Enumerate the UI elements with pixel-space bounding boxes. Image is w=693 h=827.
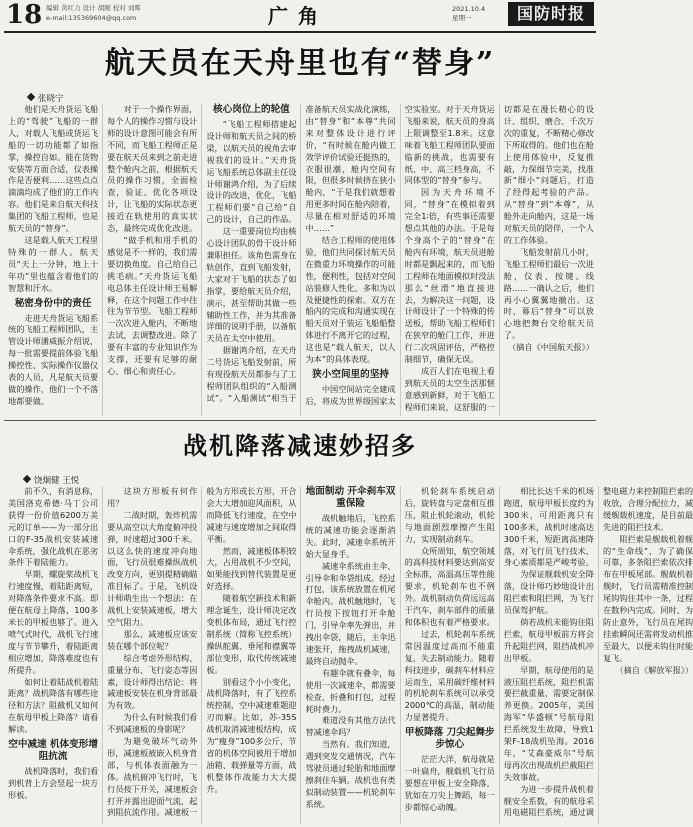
body-paragraph: 阻拦索是舰载机着舰的“生命线”，为了确保可靠，多条阻拦索依次排布在甲板尾部。舰载机着舰时，飞行员需精准控制尾钩钩住其中一条，过程在数秒内完成。同时，为防止意外，飞行员在尾钩挂索瞬间还需将发动机推至最大，以便未钩住时能复飞。 (602, 533, 693, 663)
article2-byline (24, 474, 79, 486)
header-rule (4, 31, 596, 33)
body-paragraph: 二战时期，轰炸机需要从高空以大角度俯冲投弹，时速超过300千米。以这么快的速度冲向地面，飞行员很难操纵战机改变方向，更别提精确瞄准目标了。于是，飞机设计师萌生出一个想法：在战机上安装减速板，增大空气阻力。 (107, 509, 198, 627)
body-paragraph: 为什么有时候我们看不到减速板的身影呢？ (107, 712, 198, 735)
body-paragraph: 这一重要岗位均由核心设计团队的骨干设计师兼职担任。该角色需身在轨创作，直到飞船发射，大家对于飞船的状态了如指掌，要给航天员介绍，演示，甚至帮助其做一些辅助性工作，并为其准备详细的说明手册，以备航天员在太空中使用。 (206, 226, 297, 344)
body-paragraph: 对于一个操作界面，每个人的操作习惯与设计师的设计意图可能会有所不同，而飞船工程师正是要在航天员来到之前走进整个舱内之前，根据航天员的操作习惯，全面检查，验证、优化各项设计，让飞船的实际状态更接近在轨使用的真实状态，最终完成优化改进。 (107, 104, 198, 234)
body-paragraph: 机轮刹车系统启动后，旋转盘与定盘相互推压，阻止机轮滚动，机轮与地面剧烈摩擦产生阻力，实现制动刹车。 (404, 486, 495, 544)
body-paragraph: “做手机和用手机的感觉是不一样的，我们需要切换角度。自己给自己挑毛病。”天舟货运飞船电总体主任设计师王易解释，在这个问题工作中往往为节节型。飞船工程师一次次进入舱内，不断地去试，去调整改进。除了要有丰富的专业知识作为支撑，还要有足够的耐心、细心和责任心。 (107, 234, 198, 376)
page-number: 18 (6, 0, 43, 30)
body-paragraph: 成百人们在电视上看到航天员的太空生活那惬意感到新鲜，对于飞船工程师们来说，这舒服的一切都是在漫长精心的设计、组织、磨合、千次万次的重复，不断精心修改下所取得的。他们也在舱上使用体验中，反复推敲，力保细节完美，找准新“细小”问题后，打造了经得起考验的产品。从“替身”到“本尊”，从舱外走向舱内，这是一场对航天员的陪伴，一个人的工作体验。 (404, 104, 594, 412)
byline-diamond-icon (23, 475, 31, 483)
section-subheading: 空中减速 机体变形增阻抗流 (8, 739, 98, 763)
body-paragraph: 相比长达千米的机场跑道，航母甲板长度约为300米，可用距离只有100多米，战机时速高达300千米，短距离高速降落，对飞行员飞行技术、身心素质都是严峻考验。 (503, 486, 594, 568)
body-paragraph: 过去，机轮刹车系统常因温度过高而不能重复，失去制动能力。随着科技进步，碳刹车材料应运而生，采用碳纤维材料的机轮刹车系统可以承受2000℃的高温，制动能力显著提升。 (404, 628, 495, 723)
body-paragraph: 当然有。我们知道，遇到突发交通情况，汽车驾驶员通过轮胎和地面摩擦刹住车辆。战机也有类似制动装置——机轮刹车系统。 (305, 739, 396, 809)
body-paragraph: 因为天舟环境不同，“替身”在模拟着到完全1∶倍，有些事还需要想点其他的办法。于是每个身高个子的“替身”在舱内有环境，航天员进舱时都是飘起来的，而飞船工程师在地面模拟时没法那么“丝滑”地直接进去，为解决这一问题，设计师设计了一个特殊的传送板，帮助飞船工程师们在狭窄的舱门工作，并进行二次巩固评估，严格控制细节，确保无误。 (404, 187, 495, 365)
source-credit: （摘自《中国航天报》） (507, 342, 594, 353)
issue-date-text: 2021.10.4 (452, 5, 486, 13)
body-paragraph: 结合工程师的使用体验，他们共同探讨航天员在微重力环境操作的可能性，便利性，包括对空间站装修人性化、多和为以及便捷性的探索。双方在船内的完成和沟通实现在船天员对于装运飞船船整体进行不离开它的过程，这也是“载人航天，以人为本”的具体表现。 (305, 234, 396, 365)
body-paragraph: 那么，减速板应该安装在哪个部位呢？ (107, 628, 198, 651)
body-paragraph: 为进一步提升战机着舰安全系数，有的航母采用电磁阻拦系统，通过调整电磁力来控制阻拦索的收放，合理分配拉力，减缓舰载机速度，是目前最先进的阻拦技术。 (503, 486, 693, 818)
source-credit: （摘自《解放军报》） (615, 664, 693, 675)
issue-date (452, 5, 485, 23)
body-paragraph: 然而，减速板体积较大，占用战机不少空间，如果能找到替代装置是更好选择。 (206, 545, 297, 592)
body-paragraph: 难道没有其他方法代替减速伞吗？ (305, 715, 396, 738)
body-paragraph: 有趣伞就有叠伞，每使用一次减速伞，都需要检查、折叠和打包，过程耗时费力。 (305, 667, 396, 714)
issue-weekday: 星期一 (452, 14, 472, 22)
body-paragraph: “飞船工程师搭建起设计师和航天员之间的桥梁，以航天员的视角去审视我们的设计。”天舟货运飞船系统总体副主任设计师谢鸿介绍，为了后续设计的改进，优化，飞船工程师们要“自己给”自己的设计，自己的作品。 (206, 119, 297, 225)
body-paragraph: 为保证舰载机安全降落，设计师巧妙地设计出阻拦索和阻拦网，为飞行员保驾护航。 (503, 569, 594, 616)
section-title: 广角 (268, 4, 328, 28)
body-paragraph: 为避免破坏气动外形，减速板被嵌入机身背部，与机体表面融为一体。战机俯冲飞行时，飞行员按下开关，减速板会打开并露出迎面气流，起到阻抗流作用。减速板一般为方形或长方形，开合会大大增加迎风面积，从而降低飞行速度，在空中减速与速度增加之间取得平衡。 (107, 486, 297, 818)
section-subheading: 狭小空间里的坚持 (312, 368, 389, 380)
body-paragraph: 走进天舟货运飞船系统的飞船工程师团队，主管设计师潘威振介绍说，每一批需要提前体验飞船操控性、实际操作仪器仪表的人员，凡是航天员要做的操作，他们一个不落地都要做。 (8, 312, 99, 406)
body-paragraph: 中国空间站完全建成后，将成为世界级国家太空实验室。对于天舟货运飞船来说，航天员的身高上限调整至1.8米。这意味着飞船工程师团队要面临新的挑战，也需要有纸、中、高三档身高，不同体型的“替身”参与。 (305, 104, 495, 406)
body-paragraph: 前不久，有消息称，美国洛克希德·马丁公司获得一份价值6200万美元的订单——为一部分出口的F-35战机安装减速伞系统，强化战机在恶劣条件下着陆能力。 (8, 486, 99, 568)
article-divider (4, 420, 596, 421)
body-paragraph: 随着航空新技术和新理念诞生，设计师决定改变机体布局，通过飞行控制系统（简称飞控系统）操纵舵翼、垂尾和襟翼等部位变形，取代传统减速板。 (206, 593, 297, 675)
body-paragraph: 飞船发射前几小时，飞船工程师们最后一次进舱，仪表、按键、线路……一确认之后，他们再小心翼翼地撤出。这时，幕后“替身”可以放心地把舞台交给航天员了。 (503, 246, 594, 341)
section-subheading: 核心岗位上的轮值 (213, 104, 290, 115)
body-paragraph: 茫茫大洋，航母就是一叶扁舟，舰载机飞行员要想在甲板上安全降落，犹如在刀尖上舞蹈，每一步都惊心动魄。 (404, 754, 495, 812)
body-paragraph: 众所周知，航空领域的高科技材料要达到高安全标准，高温高压等性能要求，机轮刹车也不例外。战机制动负荷远远高于汽车，刹车部件的质量和体积也有着严格要求。 (404, 545, 495, 627)
article1-body (8, 104, 594, 416)
article2-body (8, 486, 693, 824)
body-paragraph: 综合考虑外形结构、重量分布、飞行姿态等因素，设计师得出结论：将减速板安装在机身背部最为有效。 (107, 652, 198, 711)
page-header (0, 0, 600, 32)
body-paragraph: 早期，航母使用的是液压阻拦系统，阻拦机需要拦截重量，需要定制保养更换。2005年，美国海军“华盛顿”号航母阻拦系统发生故障，导致1架F-18战机坠海。2016年，“艾森豪威尔”号航母再次出现战机拦截阻拦失效事故。 (503, 664, 594, 782)
body-paragraph: 这块方形板有何作用？ (107, 486, 198, 508)
section-subheading: 地面制动 开伞刹车双重保险 (305, 486, 396, 509)
article1-byline (28, 92, 64, 104)
body-paragraph: 这是载人航天工程里特殊的一群人。航天员“天上一分钟，地上十年功”里也蕴含着他们的智慧和汗水。 (8, 234, 99, 293)
editor-credits: 编辑 黄红力 设计 胡刚 校对 刘晖 (46, 4, 141, 12)
section-subheading: 甲板降落 刀尖起舞步步惊心 (404, 727, 495, 751)
body-paragraph: 战机降落时，我们看到机背上方会竖起一块方形板。 (8, 766, 99, 800)
article2-author: 饶炯健 王悦 (34, 476, 80, 486)
body-paragraph: 倘若战机未能钩住阻拦索，航母甲板前方将会升起阻拦网，阻挡战机冲出甲板。 (503, 616, 594, 663)
article1-headline: 航天员在天舟里也有“替身” (104, 46, 496, 81)
byline-diamond-icon (27, 93, 35, 101)
article2-headline: 战机降落减速妙招多 (183, 431, 417, 460)
body-paragraph: 他们是天舟货运飞船上的“驾驶”飞船的一群人，对载人飞船或货运飞船的一切功能都了如指掌，操控自如。能在货物安装等方面合适，仪表操作是否便利……这些点点滴滴均成了他们的工作内容。他们是来自航天科技集团的飞船工程师，也是航天员的“替身”。 (8, 104, 99, 234)
contact-email: e-mail:135369604@qq.com (46, 14, 137, 22)
body-paragraph: 别看这个小小变化，战机降落时，有了飞控系统控制，空中减速难题迎刃而解。比如，苏-35S战机取消减速板结构，成为“瘦身”100多公斤，节省的机体空间被用于增加油箱、载弹量等方面，战机整体作战能力大大提升。 (206, 676, 297, 794)
body-paragraph: 战机触地后，飞控系统的减速功能会逐渐消失。此时，减速伞系统开始大显身手。 (305, 513, 396, 559)
body-paragraph: 如何让着陆战机着陆距离？战机降落有哪些途径和方法？阻截机又如何在航母甲板上降落？请看解读。 (8, 676, 99, 735)
masthead-logo: 国防时报 (508, 2, 594, 26)
article1-author: 张晓宁 (38, 94, 64, 104)
section-subheading: 秘密身份中的责任 (14, 297, 92, 309)
body-paragraph: 减速伞系统由主伞、引导伞和伞袋组成。经过打包，该系统放置在机尾伞舱内。战机触地时，飞行员按下按钮打开伞舱门，引导伞率先弹出，并拽出伞袋，随后，主伞迅速张开，拖拽战机减速，最终自动抛伞。 (305, 560, 396, 666)
body-paragraph: 据谢鸿介绍，在天舟二号货运飞船发射前，所有现役航天员都参与了工程师团队组织的“入船测试”。“入船测试”相当于准备航天员实战化演练，由“替身”和“本尊”共同来对整体设计进行评价，“有时候在舱内做工效学评价试验还挺热的，衣服很潮，舱内空间有限，但很多时候挤在狭小舱内，“于是我们就想着用更多时间在舱内陪着，尽量在相对舒适的环境中……” (206, 104, 396, 403)
body-paragraph: 早期，螺旋桨战机飞行速度慢，着陆距离短，对降落条件要求不高。即便在航母上降落，100多米长的甲板也够了。进入喷气式时代，战机飞行速度与节节攀升，着陆距离相应增加，降落难度也有所提升。 (8, 569, 99, 675)
